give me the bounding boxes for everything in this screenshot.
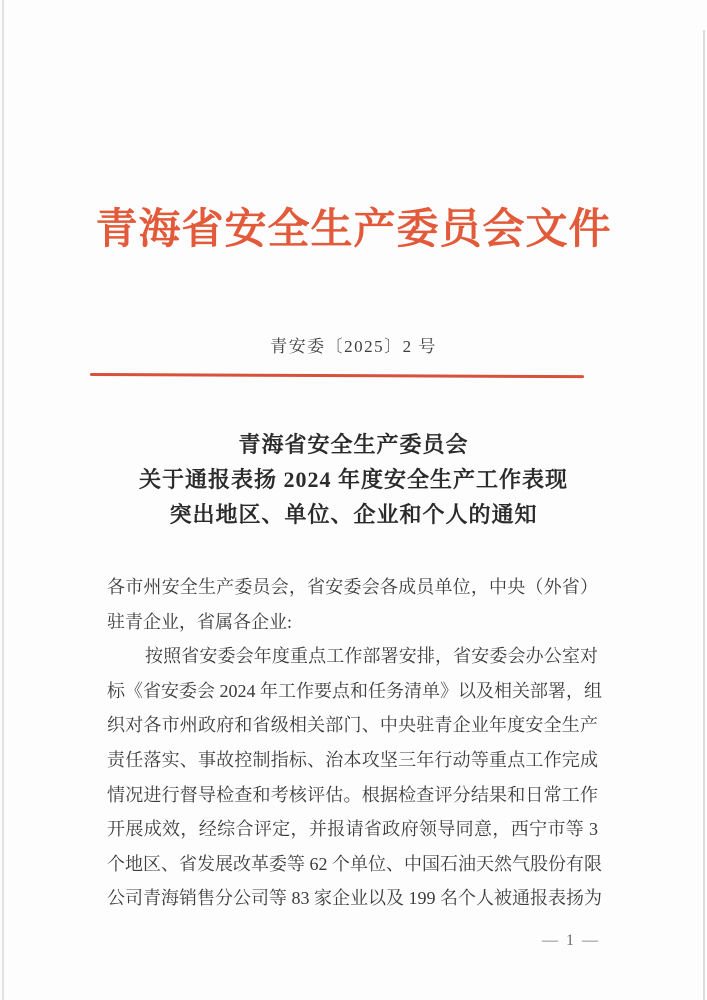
body-line: 标《省安委会 2024 年工作要点和任务清单》以及相关部署，组 [107, 680, 602, 701]
body-line: 织对各市州政府和省级相关部门、中央驻青企业年度安全生产 [107, 715, 598, 736]
body-line: 责任落实、事故控制指标、治本攻坚三年行动等重点工作完成 [107, 749, 598, 770]
document-title-line-2: 关于通报表扬 2024 年度安全生产工作表现 [138, 467, 568, 492]
body-line: 公司青海销售分公司等 83 家企业以及 199 名个人被通报表扬为 [107, 888, 602, 909]
letterhead-title: 青海省安全生产委员会文件 [95, 207, 612, 253]
body-line: 开展成效，经综合评定，并报请省政府领导同意，西宁市等 3 [107, 819, 598, 840]
document-title-line-1: 青海省安全生产委员会 [238, 432, 469, 457]
document-body [107, 570, 602, 916]
document-title [0, 427, 707, 532]
body-line: 各市州安全生产委员会，省安委会各成员单位，中央（外省） [107, 577, 598, 597]
page-number: — 1 — [542, 932, 600, 949]
red-divider-line [90, 373, 584, 378]
body-line: 个地区、省发展改革委等 62 个单位、中国石油天然气股份有限 [107, 853, 602, 874]
body-line: 情况进行督导检查和考核评估。根据检查评分结果和日常工作 [107, 784, 598, 805]
body-line: 按照省安委会年度重点工作部署安排，省安委会办公室对 [145, 646, 598, 667]
body-line: 驻青企业，省属各企业: [107, 611, 292, 632]
document-title-line-3: 突出地区、单位、企业和个人的通知 [169, 502, 538, 527]
document-reference-number: 青安委〔2025〕2 号 [270, 337, 437, 356]
